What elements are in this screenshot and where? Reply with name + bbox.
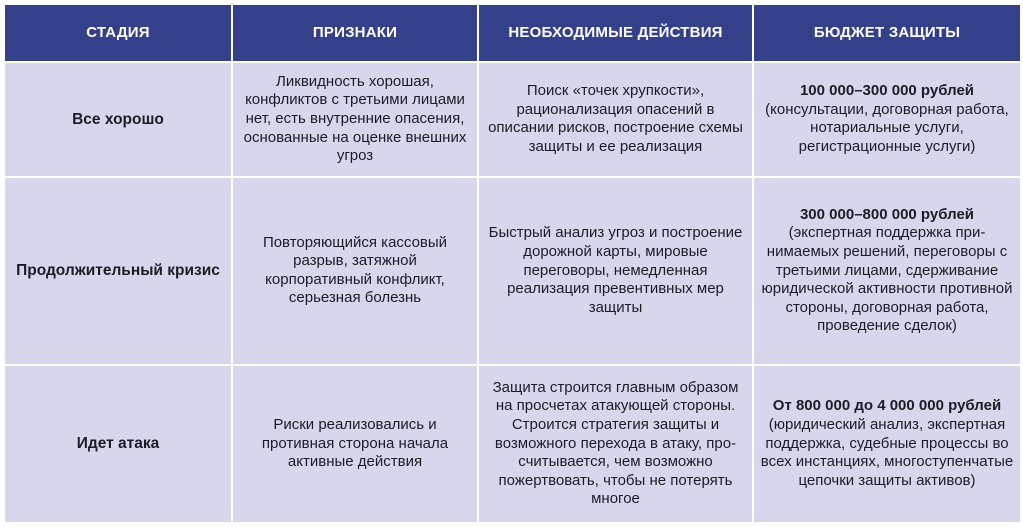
budget-cell xyxy=(754,63,1020,176)
header-actions: НЕОБХОДИМЫЕ ДЕЙСТВИЯ xyxy=(479,5,752,61)
actions-cell: Быстрый анализ угроз и построение дорожной карты, мировые переговоры, немедленная реализация превентивных мер защиты xyxy=(479,178,752,364)
actions-cell: Защита строится главным образом на просчетах атакующей стороны. Строится стратегия защиты и возможного перехода в атаку, просчитывается, чем возможно пожертвовать, чтобы не потерять многое xyxy=(479,366,752,522)
budget-amount: 300 000–800 000 рублей xyxy=(799,205,975,223)
stage-cell: Все хорошо xyxy=(5,63,231,176)
protection-stages-table xyxy=(3,3,1022,524)
budget-note: (юридический анализ, экспертная поддержка, судебные процессы во всех инстанциях, многоступенчатые цепочки защиты активов) xyxy=(760,416,1014,489)
stage-cell: Идет атака xyxy=(5,366,231,522)
table-row xyxy=(5,178,1020,364)
budget-cell xyxy=(754,178,1020,364)
signs-cell: Повторяющийся кассовый разрыв, затяжной корпоративный конфликт, серьезная болезнь xyxy=(233,178,477,364)
table-row xyxy=(5,366,1020,522)
header-budget: БЮДЖЕТ ЗАЩИТЫ xyxy=(754,5,1020,61)
budget-note: (консультации, договорная работа, нотариальные услуги, регистрационные услуги) xyxy=(765,100,1009,155)
signs-cell: Ликвидность хорошая, конфликтов с третьими лицами нет, есть внутренние опасения, основанные на оценке внешних угроз xyxy=(233,63,477,176)
header-row xyxy=(5,5,1020,61)
header-signs: ПРИЗНАКИ xyxy=(233,5,477,61)
stage-cell: Продолжительный кризис xyxy=(5,178,231,364)
signs-cell: Риски реализовались и противная сторона начала активные действия xyxy=(233,366,477,522)
budget-amount: 100 000–300 000 рублей xyxy=(799,82,975,100)
budget-note: (экспертная поддержка принимаемых решений, переговоры с третьими лицами, сдерживание юридической активности противной стороны, договорная работа, проведение сделок) xyxy=(761,224,1013,335)
actions-cell: Поиск «точек хрупкости», рационализация опасений в описании рисков, построение схемы защиты и ее реализация xyxy=(479,63,752,176)
budget-cell xyxy=(754,366,1020,522)
budget-amount: От 800 000 до 4 000 000 рублей xyxy=(772,397,1002,415)
header-stage: СТАДИЯ xyxy=(5,5,231,61)
table-row xyxy=(5,63,1020,176)
